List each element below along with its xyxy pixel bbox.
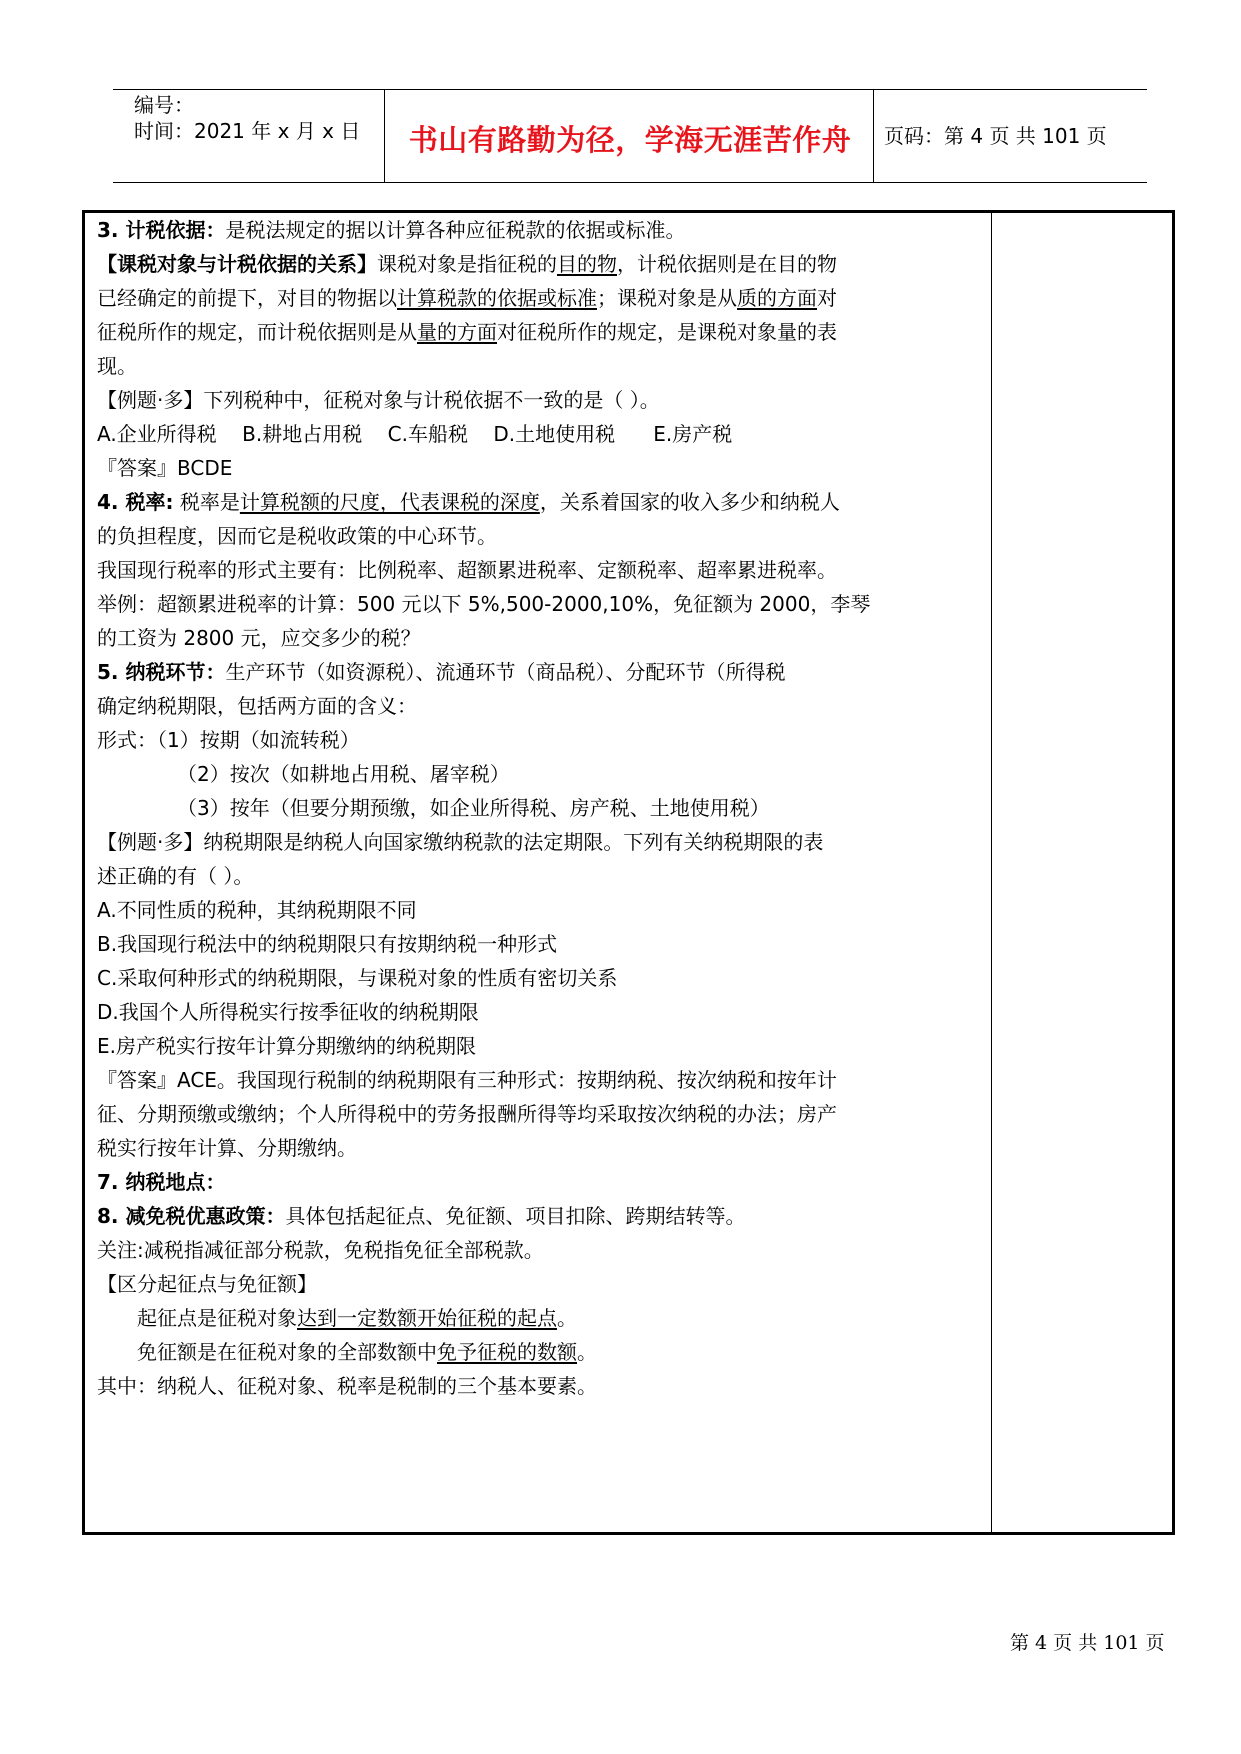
relation-text-6: 征税所作的规定，而计税依据则是从 [97, 320, 417, 344]
relation-text-7: 对征税所作的规定，是课税对象量的表 [497, 320, 837, 344]
difference-line-1 [97, 1301, 985, 1335]
difference-line-2 [97, 1335, 985, 1369]
relation-text-2: ，计税依据则是在目的物 [617, 252, 837, 276]
example-1-options: A.企业所得税 B.耕地占用税 C.车船税 D.土地使用税 E.房产税 [97, 422, 733, 446]
relation-text-1: 课税对象是指征税的 [377, 252, 557, 276]
difference-heading: 【区分起征点与免征额】 [97, 1272, 317, 1296]
content-cell [97, 213, 985, 1403]
relation-underline-1: 目的物 [557, 252, 617, 276]
example-1-answer: 『答案』BCDE [97, 456, 233, 480]
line-section-8 [97, 1199, 985, 1233]
header-number-label: 编号： [134, 93, 194, 117]
example-1-question: 【例题·多】下列税种中，征税对象与计税依据不一致的是（ ）。 [97, 388, 660, 412]
note-line: 关注:减税指减征部分税款，免税指免征全部税款。 [97, 1238, 544, 1262]
relation-text-5: 对 [817, 286, 837, 310]
header-page-label: 页码：第 4 页 共 101 页 [884, 124, 1107, 148]
header-top-rule [113, 89, 1147, 90]
header-time-label: 时间： [134, 119, 194, 143]
example-2-option-e: E.房产税实行按年计算分期缴纳的纳税期限 [97, 1034, 476, 1058]
relation-underline-2: 计算税款的依据或标准 [397, 286, 597, 310]
section-4-line-2: 的负担程度，因而它是税收政策的中心环节。 [97, 524, 497, 548]
section-5-line-3: 形式：（1）按期（如流转税） [97, 728, 360, 752]
relation-text-4: ；课税对象是从 [597, 286, 737, 310]
difference-2-text: 免征额是在征税对象的全部数额中 [137, 1340, 437, 1364]
line-section-4 [97, 485, 985, 519]
footer-page-number: 第 4 页 共 101 页 [1010, 1632, 1165, 1654]
section-4-underline: 计算税额的尺度，代表课税的深度 [239, 490, 540, 514]
difference-1-text: 起征点是征税对象 [137, 1306, 297, 1330]
line-section-7 [97, 1165, 985, 1199]
header-motto: 书山有路勤为径，学海无涯苦作舟 [408, 123, 852, 157]
example-2-option-b: B.我国现行税法中的纳税期限只有按期纳税一种形式 [97, 932, 558, 956]
section-3-text: 是税法规定的据以计算各种应征税款的依据或标准。 [225, 218, 686, 242]
difference-1-underline: 达到一定数额开始征税的起点 [297, 1306, 557, 1330]
difference-2-end: 。 [577, 1340, 597, 1364]
section-4-text-1: 税率是 [173, 490, 240, 514]
content-table [82, 210, 1175, 1535]
example-2-option-d: D.我国个人所得税实行按季征收的纳税期限 [97, 1000, 479, 1024]
line-relation-3 [97, 315, 985, 349]
line-section-3 [97, 213, 985, 247]
line-relation-2 [97, 281, 985, 315]
difference-2-underline: 免予征税的数额 [437, 1340, 577, 1364]
section-5-line-5: （3）按年（但要分期预缴，如企业所得税、房产税、土地使用税） [177, 796, 770, 820]
header-bottom-rule [113, 182, 1147, 183]
difference-1-end: 。 [557, 1306, 577, 1330]
section-5-line-2: 确定纳税期限，包括两方面的含义： [97, 694, 417, 718]
relation-underline-4: 量的方面 [417, 320, 497, 344]
example-2-option-c: C.采取何种形式的纳税期限，与课税对象的性质有密切关系 [97, 966, 618, 990]
relation-underline-3: 质的方面 [737, 286, 817, 310]
example-2-answer-1: 『答案』ACE。我国现行税制的纳税期限有三种形式：按期纳税、按次纳税和按年计 [97, 1068, 837, 1092]
summary-line: 其中：纳税人、征税对象、税率是税制的三个基本要素。 [97, 1374, 597, 1398]
line-relation-1 [97, 247, 985, 281]
table-column-divider [991, 213, 992, 1532]
section-4-line-4: 举例：超额累进税率的计算：500 元以下 5%,500-2000,10%，免征额为 2000，李琴 [97, 592, 871, 616]
section-3-heading: 3. 计税依据： [97, 218, 226, 242]
header-divider-left [384, 90, 385, 182]
section-4-line-5: 的工资为 2800 元，应交多少的税？ [97, 626, 421, 650]
example-2-answer-2: 征、分期预缴或缴纳；个人所得税中的劳务报酬所得等均采取按次纳税的办法；房产 [97, 1102, 837, 1126]
section-7-heading: 7. 纳税地点： [97, 1170, 226, 1194]
section-4-text-2: ，关系着国家的收入多少和纳税人 [539, 490, 840, 514]
example-2-answer-3: 税实行按年计算、分期缴纳。 [97, 1136, 357, 1160]
section-5-heading: 5. 纳税环节： [97, 660, 226, 684]
header-time [134, 117, 360, 145]
section-8-heading: 8. 减免税优惠政策： [97, 1204, 286, 1228]
section-4-heading: 4. 税率: [97, 490, 174, 514]
section-5-line-4: （2）按次（如耕地占用税、屠宰税） [177, 762, 510, 786]
example-2-question-2: 述正确的有（ ）。 [97, 864, 254, 888]
example-2-question-1: 【例题·多】纳税期限是纳税人向国家缴纳税款的法定期限。下列有关纳税期限的表 [97, 830, 824, 854]
example-2-option-a: A.不同性质的税种，其纳税期限不同 [97, 898, 417, 922]
section-4-line-3: 我国现行税率的形式主要有：比例税率、超额累进税率、定额税率、超率累进税率。 [97, 558, 837, 582]
section-8-text: 具体包括起征点、免征额、项目扣除、跨期结转等。 [285, 1204, 746, 1228]
line-section-5 [97, 655, 985, 689]
relation-text-3: 已经确定的前提下，对目的物据以 [97, 286, 397, 310]
line-relation-4: 现。 [97, 354, 137, 378]
relation-heading: 【课税对象与计税依据的关系】 [97, 252, 377, 276]
header-time-value: 2021 年 x 月 x 日 [194, 119, 361, 143]
section-5-text-1: 生产环节（如资源税）、流通环节（商品税）、分配环节（所得税 [225, 660, 786, 684]
